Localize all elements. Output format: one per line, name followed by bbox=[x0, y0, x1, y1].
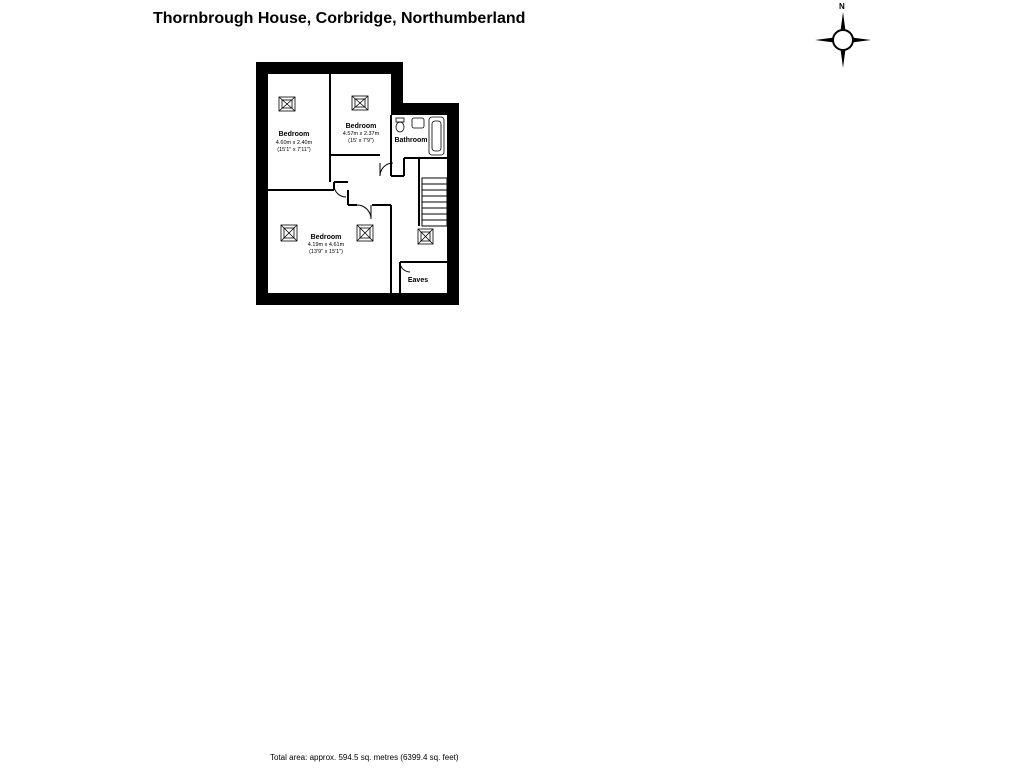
skylight-icon bbox=[418, 229, 433, 244]
skylight-icon bbox=[281, 225, 297, 241]
svg-text:4.57m x 2.37m: 4.57m x 2.37m bbox=[342, 131, 380, 137]
skylight-icon bbox=[352, 96, 368, 110]
svg-text:Bedroom: Bedroom bbox=[310, 234, 342, 241]
bathtub-icon bbox=[429, 117, 444, 155]
svg-text:(15'1" x 7'11"): (15'1" x 7'11") bbox=[277, 147, 311, 153]
room-label-bedroom-1 bbox=[276, 131, 313, 153]
svg-text:Eaves: Eaves bbox=[407, 277, 429, 284]
skylights bbox=[279, 96, 433, 244]
sink-icon bbox=[412, 118, 424, 128]
svg-text:4.19m x 4.61m: 4.19m x 4.61m bbox=[307, 242, 345, 248]
toilet-icon bbox=[396, 122, 404, 132]
room-label-bedroom-3 bbox=[308, 234, 345, 255]
svg-text:Bathroom: Bathroom bbox=[394, 137, 428, 144]
skylight-icon bbox=[279, 97, 295, 111]
room-label-bedroom-2 bbox=[343, 123, 380, 144]
compass-north-label: N bbox=[839, 2, 845, 11]
svg-text:Bedroom: Bedroom bbox=[278, 131, 310, 138]
total-area-note: Total area: approx. 594.5 sq. metres (6399.4 sq. feet) bbox=[270, 753, 459, 762]
svg-text:(13'9" x 15'1"): (13'9" x 15'1") bbox=[309, 249, 343, 255]
skylight-icon bbox=[357, 225, 373, 241]
svg-text:4.60m x 2.40m: 4.60m x 2.40m bbox=[275, 140, 313, 146]
room-label-bathroom bbox=[394, 137, 427, 144]
room-label-eaves bbox=[408, 277, 428, 284]
staircase bbox=[422, 178, 447, 226]
compass-rose-icon bbox=[815, 2, 871, 68]
svg-text:(15' x 7'9"): (15' x 7'9") bbox=[348, 138, 374, 144]
bathroom-fixtures bbox=[396, 117, 444, 155]
svg-text:Bedroom: Bedroom bbox=[345, 123, 377, 130]
page-title: Thornbrough House, Corbridge, Northumberland bbox=[153, 10, 526, 27]
doors bbox=[334, 163, 410, 272]
